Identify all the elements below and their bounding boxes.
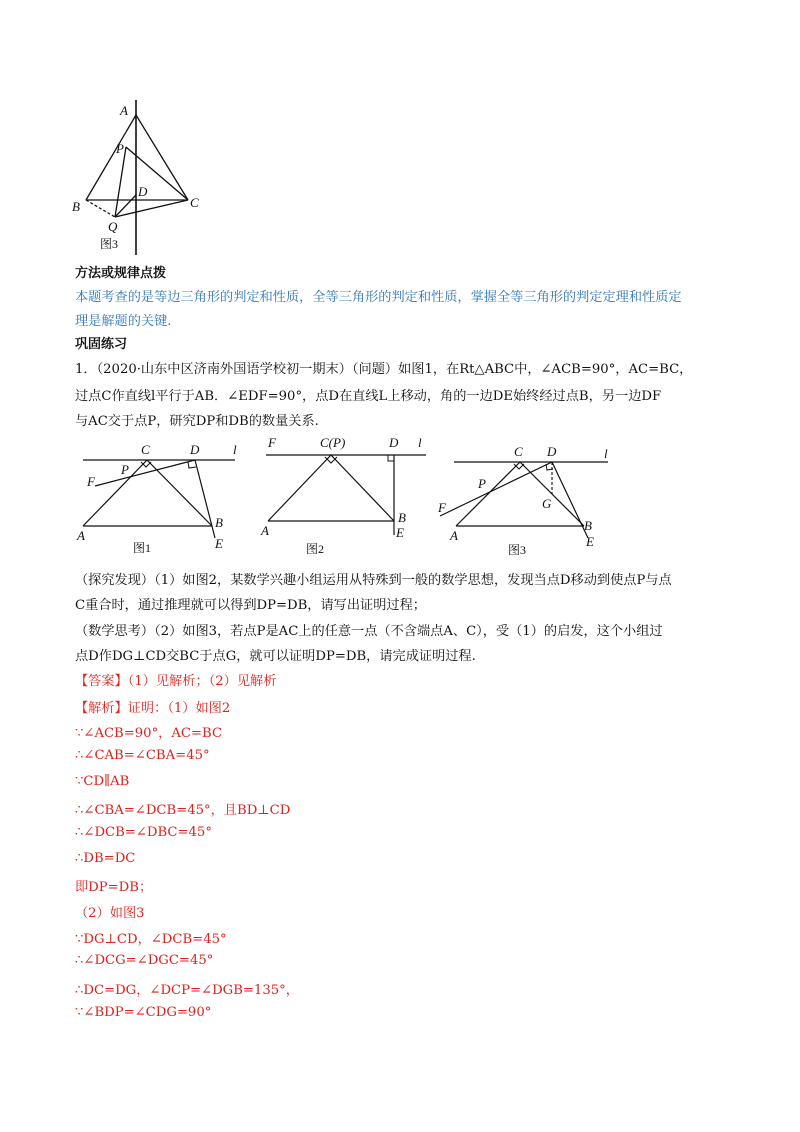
solution-line: ∵DG⊥CD，∠DCB=45° — [75, 932, 227, 947]
figure-1 — [75, 438, 245, 560]
solution-line: ∴DC=DG，∠DCP=∠DGB=135°， — [75, 983, 299, 998]
fig3-label-l: l — [604, 446, 608, 461]
answer-line: 【答案】（1）见解析；（2）见解析 — [75, 674, 277, 689]
solution-line: 即DP=DB； — [75, 880, 153, 895]
solution-line: ∵CD∥AB — [75, 774, 130, 789]
fig3-label-e: E — [586, 534, 594, 549]
fig-top-caption: 图3 — [100, 237, 119, 251]
problem-text-line-3: 与AC交于点P，研究DP和DB的数量关系. — [75, 414, 319, 429]
figure-3 — [436, 440, 616, 560]
fig3-label-g: G — [542, 496, 552, 511]
solution-line: （2）如图3 — [75, 906, 145, 921]
figure-2 — [258, 433, 438, 558]
fig-top-label-p: P — [116, 141, 124, 156]
fig3-label-a: A — [450, 528, 458, 543]
fig-top-label-b: B — [72, 199, 80, 214]
fig1-label-e: E — [215, 536, 223, 551]
solution-line: ∵∠ACB=90°，AC=BC — [75, 726, 223, 741]
fig1-label-d: D — [190, 442, 200, 457]
think-text-line-2: 点D作DG⊥CD交BC于点G，就可以证明DP=DB，请完成证明过程. — [75, 649, 476, 664]
method-text-line-2: 理是解题的关键. — [75, 314, 172, 329]
solution-line: ∴∠DCG=∠DGC=45° — [75, 953, 214, 968]
fig3-label-d: D — [547, 444, 557, 459]
fig1-label-f: F — [87, 474, 95, 489]
problem-text-line-1: 1．（2020·山东中区济南外国语学校初一期末）（问题）如图1，在Rt△ABC中，∠ACB=90°，AC=BC， — [75, 362, 693, 377]
fig1-label-c: C — [141, 442, 150, 457]
fig2-label-d: D — [389, 435, 399, 450]
fig2-label-a: A — [261, 523, 269, 538]
fig2-label-l: l — [418, 435, 422, 450]
fig-top-label-c: C — [190, 195, 199, 210]
explore-text-line-2: C重合时，通过推理就可以得到DP=DB，请写出证明过程； — [75, 598, 426, 613]
fig3-label-f: F — [438, 500, 446, 515]
practice-heading: 巩固练习 — [75, 337, 128, 352]
fig1-label-b: B — [215, 515, 223, 530]
fig1-caption: 图1 — [133, 541, 152, 555]
fig1-label-p: P — [121, 462, 129, 477]
solution-line: 【解析】证明：（1）如图2 — [75, 701, 231, 716]
problem-text-line-2: 过点C作直线l平行于AB．∠EDF=90°，点D在直线L上移动，角的一边DE始终经过点B，另一边DF — [75, 389, 662, 404]
figure-top — [62, 95, 212, 255]
method-heading: 方法或规律点拨 — [75, 266, 167, 281]
fig2-caption: 图2 — [306, 542, 325, 556]
fig3-caption: 图3 — [508, 543, 527, 557]
fig3-label-p: P — [478, 476, 486, 491]
solution-line: ∴∠CBA=∠DCB=45°，且BD⊥CD — [75, 803, 291, 818]
method-text-line-1: 本题考查的是等边三角形的判定和性质，全等三角形的判定和性质，掌握全等三角形的判定定理和性质定 — [75, 290, 682, 305]
fig2-label-f: F — [268, 435, 276, 450]
fig1-label-l: l — [233, 442, 237, 457]
solution-line: ∴∠CAB=∠CBA=45° — [75, 748, 210, 763]
fig-top-label-a: A — [120, 103, 128, 118]
solution-line: ∴DB=DC — [75, 851, 136, 866]
fig2-label-e: E — [396, 525, 404, 540]
fig-top-label-q: Q — [108, 219, 118, 234]
fig2-label-b: B — [398, 510, 406, 525]
fig3-label-c: C — [514, 444, 523, 459]
solution-line: ∵∠BDP=∠CDG=90° — [75, 1005, 212, 1020]
think-text-line-1: （数学思考）（2）如图3，若点P是AC上的任意一点（不含端点A、C），受（1）的启发，这个小组过 — [75, 624, 663, 639]
fig-top-label-d: D — [138, 184, 148, 199]
fig1-label-a: A — [77, 528, 85, 543]
fig2-label-cp: C(P) — [320, 435, 346, 450]
fig3-label-b: B — [584, 518, 592, 533]
explore-text-line-1: （探究发现）（1）如图2，某数学兴趣小组运用从特殊到一般的数学思想，发现当点D移动到使点P与点 — [75, 573, 672, 588]
solution-line: ∴∠DCB=∠DBC=45° — [75, 825, 212, 840]
